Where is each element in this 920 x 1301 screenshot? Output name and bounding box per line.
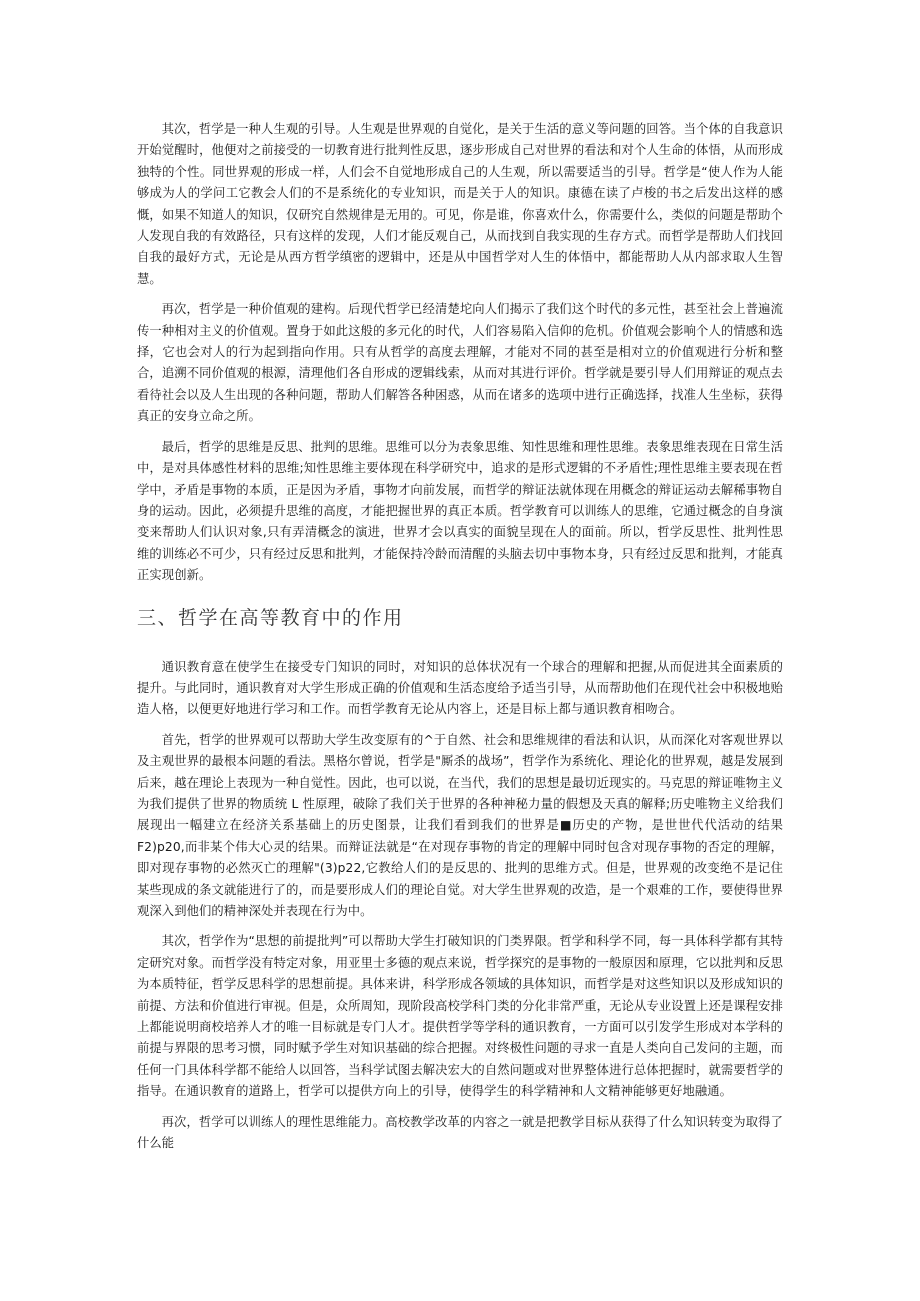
paragraph-value-construction: 再次，哲学是一种价值观的建构。后现代哲学已经清楚坨向人们揭示了我们这个时代的多元性，甚至社会上普遍流传一种相对主义的价值观。置身于如此这般的多元化的时代，人们容易陷入信仰的危机。价值观会影响个人的情感和选择，它也会对人的行为起到指向作用。只有从哲学的高度去理解，才能对不同的甚至是相对立的价值观进行分析和整合，追溯不同价值观的根源，清理他们各自形成的逻辑线索，从而对其进行评价。哲学就是要引导人们用辩证的观点去看待社会以及人生出现的各种问题，帮助人们解答各种困惑，从而在诸多的选项中进行正确选择，找准人生坐标，获得真正的安身立命之所。 <box>137 302 783 424</box>
paragraph-general-education: 通识教育意在使学生在接受专门知识的同时，对知识的总体状况有一个球合的理解和把握,从而促进其全面素质的提升。与此同时，通识教育对大学生形成正确的价值观和生活态度给予适当引导，从而帮助他们在现代社会中积极地贻造人格，以便更好地进行学习和工作。而哲学教育无论从内容上，还是目标上都与通识教育相吻合。 <box>137 659 783 717</box>
document-page <box>137 119 783 1163</box>
paragraph-third-rational-thinking: 再次，哲学可以训练人的理性思维能力。高校教学改革的内容之一就是把教学目标从获得了什么知识转变为取得了什么能 <box>137 1114 783 1151</box>
paragraph-second-boundaries: 其次，哲学作为“思想的前提批判”可以帮助大学生打破知识的门类界限。哲学和科学不同，每一具体科学都有其特定研究对象。而哲学没有特定对象，用亚里士多德的观点来说，哲学探究的是事物的一般原因和原理，它以批判和反思为本质特征，哲学反思科学的思想前提。具体来讲，科学形成各领域的具体知识，而哲学是对这些知识以及形成知识的前提、方法和价值进行审视。但是，众所周知，现阶段高校学科门类的分化非常严重，无论从专业设置上还是课程安排上都能说明商校培养人才的唯一目标就是专门人才。提供哲学等学科的通识教育，一方面可以引发学生形成对本学科的前提与界限的思考习惯，同时赋予学生对知识基础的综合把握。对终极性问题的寻求一直是人类向自己发问的主题，而任何一门具体科学都不能给人以回答，当科学试图去解决宏大的自然问题或对世界整体进行总体把握时，就需要哲学的指导。在通识教育的道路上，哲学可以提供方向上的引导，使得学生的科学精神和人文精神能够更好地融通。 <box>137 934 783 1099</box>
paragraph-first-worldview: 首先，哲学的世界观可以帮助大学生改变原有的^于自然、社会和思维规律的看法和认识，从而深化对客观世界以及主观世界的最根本问题的看法。黑格尔曾说，哲学是"厮杀的战场”，哲学作为系统化、理论化的世界观，越是发展到后来，越在理论上表现为一种自觉性。因此，也可以说，在当代，我们的思想是最切近现实的。马克思的辩证唯物主义为我们提供了世界的物质统 L 性原理，破除了我们关于世界的各种神秘力量的假想及天真的解释;历史唯物主义给我们展现出一幅建立在经济关系基础上的历史图景，让我们看到我们的世界是■历史的产物，是世世代代活动的结果 F2)p20,而非某个伟大心灵的结果。而辩证法就是“在对现存事物的肯定的理解中同时包含对现存事物的否定的理解，即对现存事物的必然灭亡的理解"(3)p22,它教给人们的是反思的、批判的思维方式。但是，世界观的改变绝不是记住某些现成的条文就能进行了的，而是要形成人们的理论自觉。对大学生世界观的改造，是一个艰难的工作，要使得世界观深入到他们的精神深处并表现在行为中。 <box>137 732 783 918</box>
paragraph-critical-thinking: 最后，哲学的思维是反思、批判的思维。思维可以分为表象思维、知性思维和理性思维。表象思维表现在日常生活中，是对具体感性材料的思维;知性思维主要体现在科学研究中，追求的是形式逻辑的不矛盾性;理性思维主要表现在哲学中，矛盾是事物的本质，正是因为矛盾，事物才向前发展，而哲学的辩证法就体现在用概念的辩证运动去解稀事物自身的运动。因此，必须提升思维的高度，才能把握世界的真正本质。哲学教育可以训练人的思维，它通过概念的自身演变来帮助人们认识对象,只有弄清概念的演进，世界才会以真实的面貌呈现在人的面前。所以，哲学反思性、批判性思维的训练必不可少，只有经过反思和批判，才能保持冷龄而清醒的头脑去切中事物本身，只有经过反思和批判，才能真正实现创新。 <box>137 439 783 583</box>
section-heading: 三、哲学在高等教育中的作用 <box>137 606 404 629</box>
paragraph-worldview-guidance: 其次，哲学是一种人生观的引导。人生观是世界观的自觉化，是关于生活的意义等问题的回答。当个体的自我意识开始觉醒时，他便对之前接受的一切教育进行批判性反思，逐步形成自己对世界的看法和对个人生命的体悟，从而形成独特的个性。同世界观的形成一样，人们会不自觉地形成自己的人生观，所以需要适当的引导。哲学是“使人作为人能够成为人的学问工它教会人们的不是系统化的专业知识，而是关于人的知识。康德在读了卢梭的书之后发出这样的感慨，如果不知道人的知识，仅研究自然规律是无用的。可见，你是谁，你喜欢什么，你需要什么，类似的问题是帮助个人发现自我的有效路径，只有这样的发现，人们才能反观自己，从而找到自我实现的生存方式。而哲学是帮助人们找回自我的最好方式，无论是从西方哲学缜密的逻辑中，还是从中国哲学对人生的体悟中，都能帮助人从内部求取人生智慧。 <box>137 122 783 286</box>
